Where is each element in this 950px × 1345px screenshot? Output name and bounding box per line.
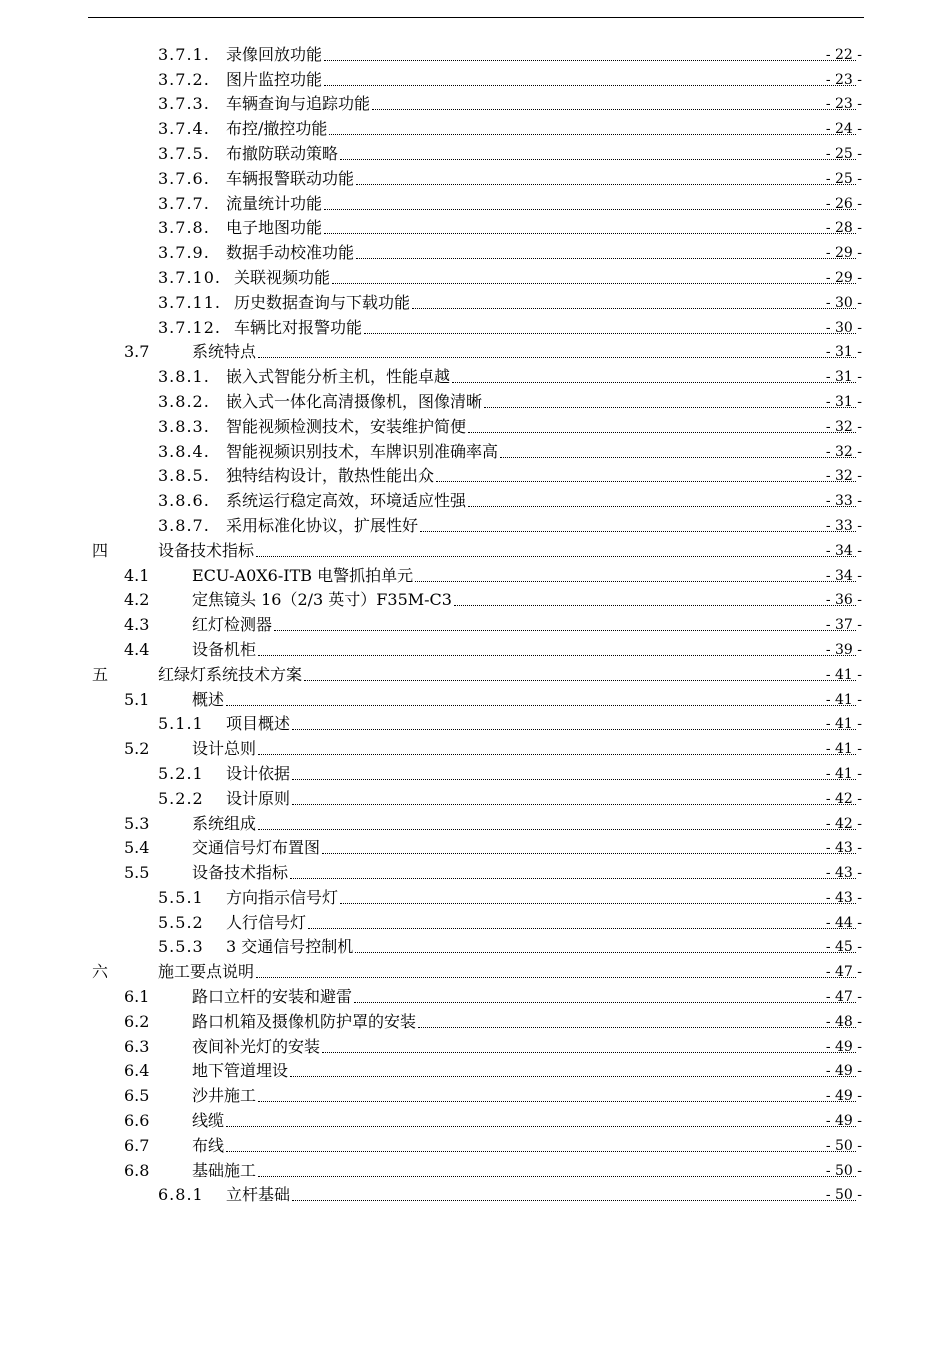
toc-entry[interactable] [0, 588, 950, 613]
toc-entry-number: 4.1 [124, 565, 150, 585]
dot-leader [292, 804, 856, 805]
toc-entry-title-line [226, 194, 858, 214]
toc-entry-title-line [226, 442, 858, 462]
toc-entry-number: 6.3 [124, 1036, 150, 1056]
dot-leader [468, 506, 856, 507]
toc-entry-title-line [192, 1012, 858, 1032]
toc-entry[interactable] [0, 885, 950, 910]
toc-entry-title-line [192, 1037, 858, 1057]
toc-entry-page: - 23 - [825, 71, 862, 88]
toc-entry-page: - 31 - [825, 344, 862, 361]
toc-entry-number: 3.7.4. [158, 119, 210, 139]
toc-entry-page: - 37 - [825, 617, 862, 634]
toc-entry[interactable] [0, 736, 950, 761]
toc-entry-number: 5.2.2 [158, 788, 204, 808]
toc-entry-title: 嵌入式一体化高清摄像机，图像清晰 [226, 391, 483, 411]
toc-entry-number: 6.8 [124, 1160, 150, 1180]
toc-entry-number: 4.4 [124, 639, 150, 659]
dot-leader [436, 481, 856, 482]
toc-entry-number: 五 [92, 664, 109, 684]
dot-leader [364, 333, 856, 334]
toc-entry-title-line [226, 169, 858, 189]
toc-entry-title-line [192, 814, 858, 834]
toc-entry-title-line [226, 466, 858, 486]
dot-leader [454, 605, 856, 606]
toc-entry-number: 6.8.1 [158, 1185, 204, 1205]
toc-entry-page: - 28 - [825, 220, 862, 237]
toc-entry-title-line [226, 714, 858, 734]
toc-entry-title: 数据手动校准功能 [226, 243, 355, 263]
toc-entry-title-line [226, 367, 858, 387]
dot-leader [258, 829, 856, 830]
toc-entry-title-line [192, 1111, 858, 1131]
toc-entry-number: 3.7.6. [158, 168, 210, 188]
toc-entry-page: - 31 - [825, 369, 862, 386]
toc-entry-page: - 41 - [825, 691, 862, 708]
toc-entry-title: 路口机箱及摄像机防护罩的安装 [192, 1011, 417, 1031]
toc-entry-title-line [234, 293, 858, 313]
toc-entry-page: - 22 - [825, 46, 862, 63]
toc-entry-number: 6.2 [124, 1011, 150, 1031]
toc-entry-number: 3.8.7. [158, 515, 210, 535]
toc-entry[interactable] [0, 389, 950, 414]
dot-leader [304, 680, 856, 681]
toc-entry[interactable] [0, 984, 950, 1009]
toc-entry-title: 设计总则 [192, 739, 257, 759]
dot-leader [355, 952, 856, 953]
toc-entry-title-line [192, 863, 858, 883]
toc-entry-title-line [226, 417, 858, 437]
toc-entry-page: - 29 - [825, 269, 862, 286]
toc-entry-page: - 49 - [825, 1088, 862, 1105]
toc-entry-page: - 33 - [825, 493, 862, 510]
toc-entry[interactable] [0, 761, 950, 786]
toc-entry[interactable] [0, 538, 950, 563]
toc-entry-title: 布线 [192, 1135, 225, 1155]
toc-entry-title-line [226, 937, 858, 957]
dot-leader [274, 630, 856, 631]
toc-entry-page: - 42 - [825, 815, 862, 832]
toc-entry-page: - 32 - [825, 468, 862, 485]
dot-leader [354, 1002, 856, 1003]
toc-entry-title-line [192, 342, 858, 362]
toc-entry-number: 3.8.1. [158, 367, 210, 387]
toc-entry-page: - 47 - [825, 989, 862, 1006]
dot-leader [290, 878, 856, 879]
toc-entry-title-line [226, 516, 858, 536]
toc-entry-page: - 41 - [825, 765, 862, 782]
toc-entry-title-line [192, 640, 858, 660]
toc-entry-page: - 32 - [825, 443, 862, 460]
toc-entry-page: - 49 - [825, 1038, 862, 1055]
header-rule [88, 17, 864, 18]
dot-leader [329, 134, 856, 135]
toc-entry[interactable] [0, 290, 950, 315]
dot-leader [452, 382, 856, 383]
toc-entry-title-line [192, 987, 858, 1007]
dot-leader [418, 1027, 856, 1028]
toc-entry-page: - 41 - [825, 716, 862, 733]
toc-entry-number: 5.2.1 [158, 763, 204, 783]
dot-leader [292, 1200, 856, 1201]
toc-entry-title-line [192, 1061, 858, 1081]
toc-entry-number: 5.5.2 [158, 912, 204, 932]
toc-entry-title-line [226, 764, 858, 784]
dot-leader [258, 1176, 856, 1177]
dot-leader [290, 1076, 856, 1077]
toc-entry-page: - 50 - [825, 1162, 862, 1179]
dot-leader [226, 705, 856, 706]
toc-entry-title: 红灯检测器 [192, 615, 273, 635]
toc-entry-page: - 41 - [825, 741, 862, 758]
toc-entry[interactable] [0, 315, 950, 340]
toc-entry-number: 3.8.2. [158, 391, 210, 411]
toc-entry[interactable] [0, 116, 950, 141]
toc-entry-number: 3.8.6. [158, 491, 210, 511]
toc-entry-number: 六 [92, 962, 109, 982]
toc-entry[interactable] [0, 1009, 950, 1034]
toc-entry-page: - 32 - [825, 418, 862, 435]
toc-entry-title: 地下管道埋设 [192, 1061, 289, 1081]
toc-entry-number: 5.1 [124, 689, 150, 709]
toc-entry-title: 3 交通信号控制机 [226, 937, 354, 957]
toc-entry-title: 图片监控功能 [226, 69, 323, 89]
toc-entry[interactable] [0, 1034, 950, 1059]
dot-leader [340, 159, 856, 160]
toc-entry-title-line [226, 789, 858, 809]
toc-entry-title-line [234, 268, 858, 288]
toc-entry-number: 3.7.3. [158, 94, 210, 114]
toc-entry-title: 历史数据查询与下载功能 [234, 292, 411, 312]
toc-entry-page: - 30 - [825, 319, 862, 336]
toc-entry-number: 6.1 [124, 987, 150, 1007]
dot-leader [258, 655, 856, 656]
dot-leader [324, 209, 856, 210]
toc-entry-page: - 41 - [825, 666, 862, 683]
toc-entry[interactable] [0, 860, 950, 885]
dot-leader [324, 60, 856, 61]
toc-entry-title-line [158, 665, 858, 685]
dot-leader [226, 1151, 856, 1152]
toc-entry-title: 设备技术指标 [192, 863, 289, 883]
toc-entry-title: 夜间补光灯的安装 [192, 1036, 321, 1056]
toc-entry[interactable] [0, 439, 950, 464]
toc-entry[interactable] [0, 1083, 950, 1108]
toc-entry-number: 3.7.10. [158, 267, 221, 287]
toc-entry[interactable] [0, 612, 950, 637]
toc-entry-title: 沙井施工 [192, 1086, 257, 1106]
dot-leader [412, 308, 856, 309]
toc-entry-title: 车辆查询与追踪功能 [226, 94, 371, 114]
toc-entry-page: - 43 - [825, 840, 862, 857]
toc-entry-page: - 49 - [825, 1063, 862, 1080]
toc-entry-title: 定焦镜头 16（2/3 英寸）F35M-C3 [192, 590, 452, 610]
toc-entry-title-line [226, 1185, 858, 1205]
toc-entry-title-line [226, 218, 858, 238]
toc-entry-title: 布撤防联动策略 [226, 143, 339, 163]
toc-entry-page: - 30 - [825, 294, 862, 311]
toc-entry-title: 项目概述 [226, 714, 291, 734]
toc-entry-page: - 43 - [825, 865, 862, 882]
dot-leader [484, 407, 856, 408]
toc-entry[interactable] [0, 1059, 950, 1084]
toc-entry[interactable] [0, 67, 950, 92]
toc-entry-title: 录像回放功能 [226, 44, 323, 64]
dot-leader [324, 233, 856, 234]
toc-entry-title: 智能视频检测技术，安装维护简便 [226, 416, 467, 436]
toc-entry-title: 基础施工 [192, 1160, 257, 1180]
toc-entry-page: - 29 - [825, 245, 862, 262]
toc-entry[interactable] [0, 340, 950, 365]
toc-entry-number: 四 [92, 540, 109, 560]
toc-entry-title: 流量统计功能 [226, 193, 323, 213]
toc-entry-page: - 50 - [825, 1187, 862, 1204]
toc-entry-title: 车辆报警联动功能 [226, 168, 355, 188]
toc-entry[interactable] [0, 191, 950, 216]
toc-entry[interactable] [0, 637, 950, 662]
toc-entry-title: 设备技术指标 [158, 540, 255, 560]
toc-entry[interactable] [0, 364, 950, 389]
toc-entry[interactable] [0, 42, 950, 67]
toc-entry-title-line [192, 1136, 858, 1156]
toc-entry-number: 5.4 [124, 838, 150, 858]
toc-entry-title-line [192, 690, 858, 710]
toc-entry[interactable] [0, 1183, 950, 1208]
toc-entry-page: - 33 - [825, 517, 862, 534]
toc-entry-title: 系统特点 [192, 342, 257, 362]
toc-entry-number: 4.3 [124, 615, 150, 635]
toc-entry-title: 设计原则 [226, 788, 291, 808]
toc-entry-title: 车辆比对报警功能 [234, 317, 363, 337]
toc-entry[interactable] [0, 92, 950, 117]
dot-leader [372, 109, 856, 110]
toc-entry-page: - 25 - [825, 145, 862, 162]
toc-entry-page: - 25 - [825, 170, 862, 187]
toc-entry-title-line [226, 94, 858, 114]
toc-entry-number: 3.7.1. [158, 44, 210, 64]
dot-leader [500, 457, 856, 458]
toc-entry-page: - 23 - [825, 96, 862, 113]
toc-entry-title: 智能视频识别技术，车牌识别准确率高 [226, 441, 499, 461]
toc-entry-title-line [226, 392, 858, 412]
toc-entry-title-line [192, 566, 858, 586]
dot-leader [256, 556, 856, 557]
dot-leader [340, 903, 856, 904]
toc-entry-title-line [192, 739, 858, 759]
toc-entry-page: - 45 - [825, 939, 862, 956]
toc-entry-number: 4.2 [124, 590, 150, 610]
toc-entry-number: 5.2 [124, 739, 150, 759]
toc-entry-title: 设备机柜 [192, 639, 257, 659]
toc-entry-title-line [226, 70, 858, 90]
toc-entry-title: 设计依据 [226, 763, 291, 783]
toc-entry-title: 路口立杆的安装和避雷 [192, 987, 353, 1007]
toc-entry[interactable] [0, 141, 950, 166]
toc-entry-title: 系统组成 [192, 813, 257, 833]
toc-entry-number: 6.6 [124, 1111, 150, 1131]
dot-leader [468, 432, 856, 433]
dot-leader [292, 779, 856, 780]
toc-entry-number: 3.7.11. [158, 292, 221, 312]
toc-entry-number: 3.7.8. [158, 218, 210, 238]
toc-entry[interactable] [0, 662, 950, 687]
toc-entry[interactable] [0, 216, 950, 241]
dot-leader [258, 357, 856, 358]
toc-entry-page: - 34 - [825, 567, 862, 584]
toc-entry-title-line [226, 119, 858, 139]
dot-leader [356, 258, 856, 259]
toc-entry-title: 关联视频功能 [234, 267, 331, 287]
table-of-contents [0, 42, 950, 1207]
dot-leader [256, 977, 856, 978]
toc-entry-title-line [234, 318, 858, 338]
toc-entry-page: - 50 - [825, 1137, 862, 1154]
toc-entry[interactable] [0, 513, 950, 538]
dot-leader [292, 729, 856, 730]
toc-entry[interactable] [0, 1133, 950, 1158]
toc-entry[interactable] [0, 959, 950, 984]
toc-entry[interactable] [0, 836, 950, 861]
toc-entry-title-line [192, 1161, 858, 1181]
toc-entry-title: 红绿灯系统技术方案 [158, 664, 303, 684]
toc-entry[interactable] [0, 414, 950, 439]
toc-entry-page: - 31 - [825, 393, 862, 410]
toc-entry-number: 6.5 [124, 1086, 150, 1106]
toc-entry[interactable] [0, 786, 950, 811]
dot-leader [258, 1101, 856, 1102]
toc-entry-title: 独特结构设计，散热性能出众 [226, 466, 435, 486]
toc-entry[interactable] [0, 935, 950, 960]
toc-entry-title: 电子地图功能 [226, 218, 323, 238]
toc-entry-number: 3.7.5. [158, 143, 210, 163]
toc-entry-number: 5.5 [124, 863, 150, 883]
toc-entry-title-line [226, 913, 858, 933]
dot-leader [420, 531, 856, 532]
toc-entry-number: 5.5.1 [158, 887, 204, 907]
toc-entry[interactable] [0, 910, 950, 935]
toc-entry-title: 嵌入式智能分析主机，性能卓越 [226, 367, 451, 387]
toc-entry[interactable] [0, 1158, 950, 1183]
toc-entry-page: - 24 - [825, 121, 862, 138]
toc-entry-page: - 26 - [825, 195, 862, 212]
toc-entry-title: 系统运行稳定高效，环境适应性强 [226, 491, 467, 511]
toc-entry[interactable] [0, 687, 950, 712]
toc-entry-title: 线缆 [192, 1111, 225, 1131]
toc-entry-number: 5.1.1 [158, 714, 204, 734]
toc-entry-title-line [192, 838, 858, 858]
toc-entry-title-line [226, 491, 858, 511]
toc-entry-page: - 36 - [825, 592, 862, 609]
toc-entry-title: ECU-A0X6-ITB 电警抓拍单元 [192, 565, 414, 585]
toc-entry[interactable] [0, 563, 950, 588]
toc-entry-number: 3.8.5. [158, 466, 210, 486]
toc-entry-title: 采用标准化协议，扩展性好 [226, 515, 419, 535]
dot-leader [226, 1126, 856, 1127]
toc-entry-number: 3.7.7. [158, 193, 210, 213]
toc-entry-number: 3.7.9. [158, 243, 210, 263]
dot-leader [308, 928, 856, 929]
toc-entry-page: - 49 - [825, 1113, 862, 1130]
toc-entry-page: - 48 - [825, 1013, 862, 1030]
toc-entry-title: 施工要点说明 [158, 962, 255, 982]
toc-entry[interactable] [0, 265, 950, 290]
dot-leader [322, 853, 856, 854]
dot-leader [322, 1052, 856, 1053]
toc-entry-number: 3.8.4. [158, 441, 210, 461]
toc-entry-title-line [192, 615, 858, 635]
toc-entry-page: - 42 - [825, 790, 862, 807]
toc-entry[interactable] [0, 166, 950, 191]
toc-entry-title-line [192, 1086, 858, 1106]
dot-leader [356, 184, 856, 185]
toc-entry-title-line [158, 962, 858, 982]
toc-entry-number: 5.5.3 [158, 937, 204, 957]
dot-leader [258, 754, 856, 755]
toc-entry-title: 交通信号灯布置图 [192, 838, 321, 858]
toc-entry[interactable] [0, 464, 950, 489]
toc-entry-title-line [226, 45, 858, 65]
toc-entry-title: 立杆基础 [226, 1185, 291, 1205]
toc-entry[interactable] [0, 488, 950, 513]
toc-entry-title-line [226, 243, 858, 263]
toc-entry-number: 3.7 [124, 342, 150, 362]
toc-entry-number: 3.7.12. [158, 317, 221, 337]
toc-entry-number: 5.3 [124, 813, 150, 833]
dot-leader [324, 85, 856, 86]
toc-entry-number: 6.4 [124, 1061, 150, 1081]
toc-entry-title-line [226, 144, 858, 164]
toc-entry-number: 3.8.3. [158, 416, 210, 436]
toc-entry[interactable] [0, 811, 950, 836]
toc-entry[interactable] [0, 240, 950, 265]
toc-entry-page: - 43 - [825, 889, 862, 906]
toc-entry-title: 方向指示信号灯 [226, 887, 339, 907]
toc-entry[interactable] [0, 1108, 950, 1133]
toc-entry-title: 人行信号灯 [226, 912, 307, 932]
toc-entry-number: 3.7.2. [158, 69, 210, 89]
toc-entry-page: - 44 - [825, 914, 862, 931]
toc-entry-page: - 34 - [825, 542, 862, 559]
toc-entry-title-line [226, 888, 858, 908]
toc-entry-title-line [192, 590, 858, 610]
toc-entry-title: 布控/撤控功能 [226, 119, 328, 139]
toc-entry-title-line [158, 541, 858, 561]
toc-entry-title: 概述 [192, 689, 225, 709]
toc-entry-page: - 47 - [825, 964, 862, 981]
toc-entry-page: - 39 - [825, 641, 862, 658]
dot-leader [332, 283, 856, 284]
toc-entry-number: 6.7 [124, 1135, 150, 1155]
toc-entry[interactable] [0, 712, 950, 737]
dot-leader [415, 581, 856, 582]
